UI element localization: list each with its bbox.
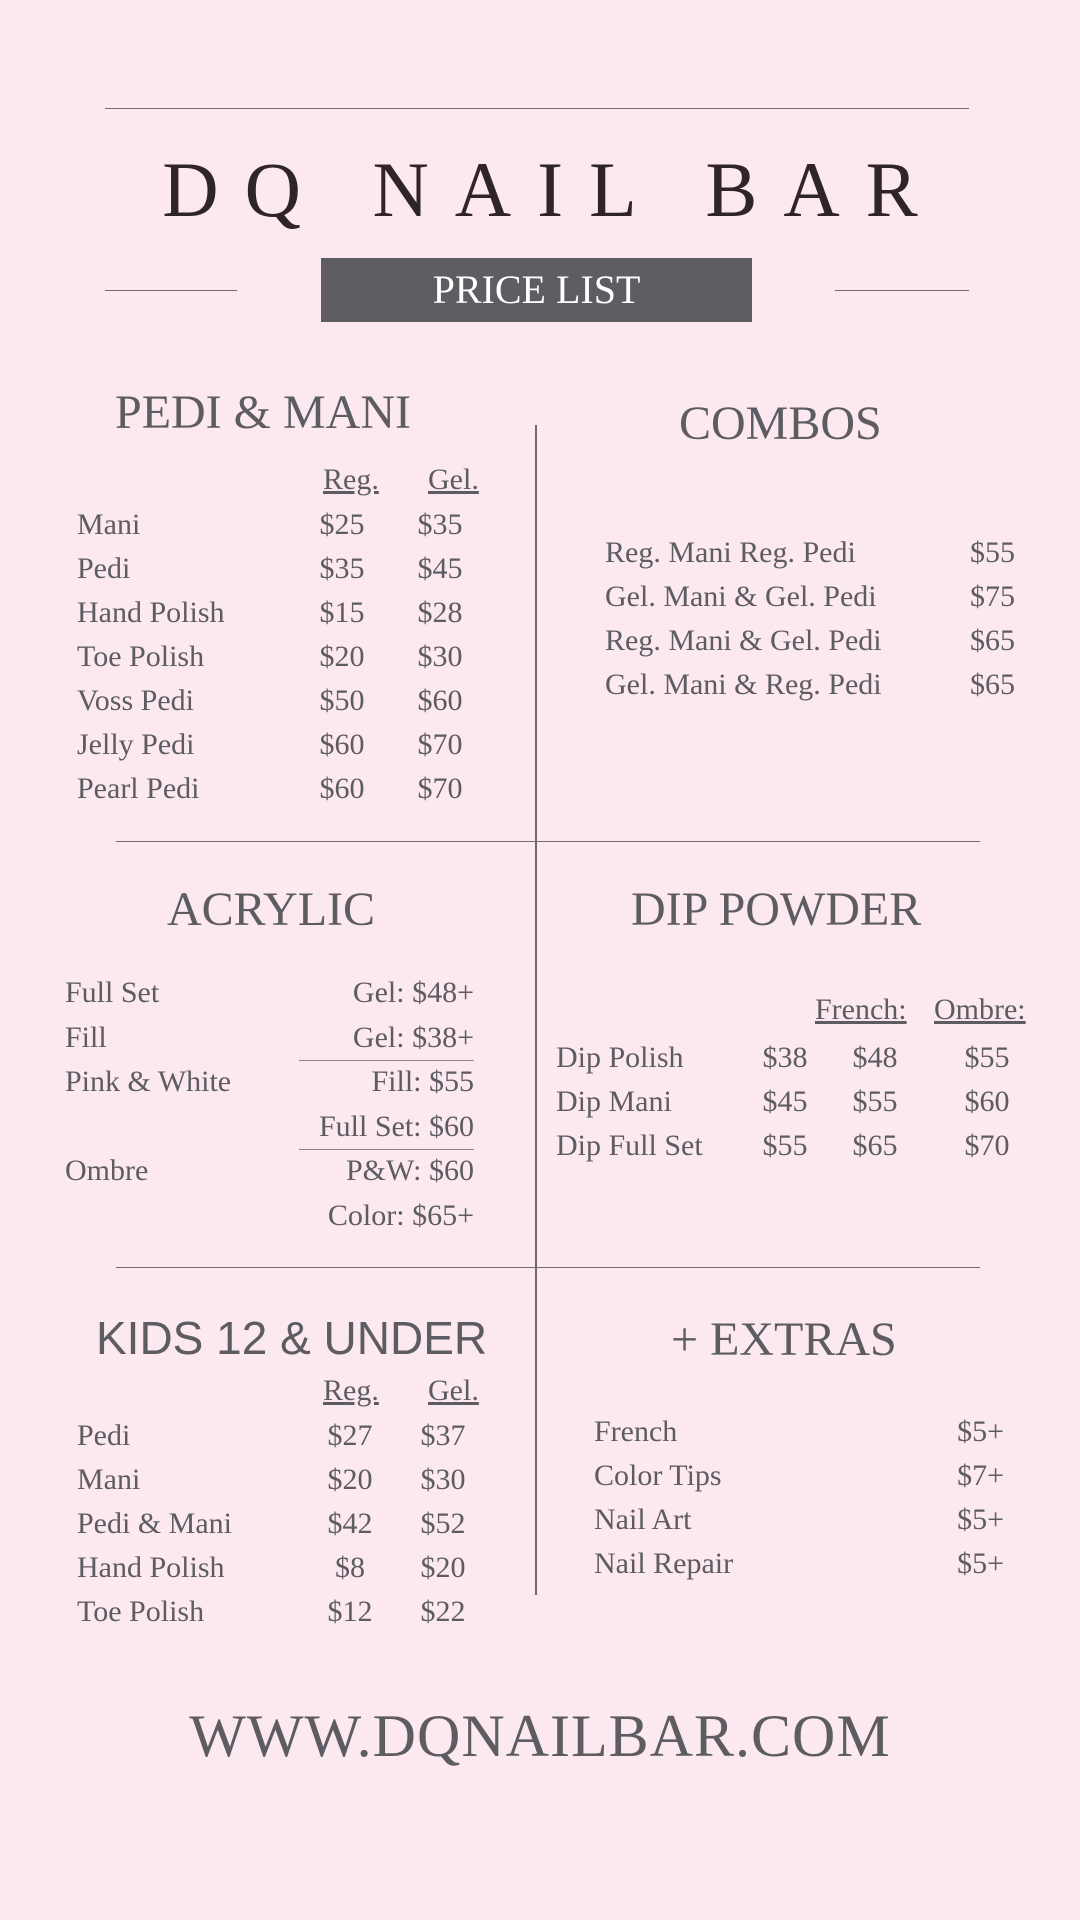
combo-row xyxy=(605,663,1015,707)
kids-reg-price: $8 xyxy=(335,1551,365,1584)
dip-row xyxy=(556,1124,1056,1168)
extra-price: $5+ xyxy=(957,1415,1004,1448)
reg-price: $60 xyxy=(319,728,365,761)
pedi-mani-row xyxy=(77,547,497,591)
dip-label: Dip Polish xyxy=(556,1041,684,1074)
kids-service-label: Pedi xyxy=(77,1419,131,1452)
kids-row xyxy=(77,1414,497,1458)
kids-row xyxy=(77,1546,497,1590)
combo-row xyxy=(605,575,1015,619)
reg-price: $25 xyxy=(319,508,365,541)
kids-row xyxy=(77,1458,497,1502)
pedi-mani-row xyxy=(77,635,497,679)
combo-label: Reg. Mani Reg. Pedi xyxy=(605,536,856,569)
acrylic-service-label: Pink & White xyxy=(65,1065,232,1098)
combo-row xyxy=(605,619,1015,663)
combo-price: $55 xyxy=(970,536,1015,569)
extra-row xyxy=(594,1498,1004,1542)
pedi-mani-row xyxy=(77,591,497,635)
dip-french-price: $48 xyxy=(852,1041,898,1074)
kids-service-label: Pedi & Mani xyxy=(77,1507,232,1540)
service-label: Pedi xyxy=(77,552,131,585)
acrylic-price: Color: $65+ xyxy=(327,1199,474,1232)
acrylic-service-label: Ombre xyxy=(65,1154,149,1187)
dip-ombre-header: Ombre: xyxy=(934,993,1026,1026)
acrylic-price: Gel: $38+ xyxy=(352,1020,474,1054)
dip-reg-price: $38 xyxy=(762,1041,808,1074)
service-label: Voss Pedi xyxy=(77,684,194,717)
extra-price: $7+ xyxy=(957,1459,1004,1492)
gel-price: $28 xyxy=(417,596,463,629)
dip-ombre-price: $60 xyxy=(964,1085,1010,1118)
combo-price: $65 xyxy=(970,668,1015,701)
kids-gel-price: $37 xyxy=(420,1419,466,1452)
gel-price: $60 xyxy=(417,684,463,717)
dip-label: Dip Full Set xyxy=(556,1129,703,1162)
center-divider xyxy=(535,425,537,1595)
extra-price: $5+ xyxy=(957,1547,1004,1580)
pedi-mani-reg-header: Reg. xyxy=(323,463,379,496)
kids-reg-price: $42 xyxy=(327,1507,373,1540)
kids-reg-price: $12 xyxy=(327,1595,373,1628)
extra-label: Nail Repair xyxy=(594,1547,734,1580)
gel-price: $70 xyxy=(417,772,463,805)
extras-title: + EXTRAS xyxy=(671,1313,897,1366)
acrylic-service-label: Fill xyxy=(65,1021,107,1054)
price-list-badge: PRICE LIST xyxy=(321,258,752,322)
combo-price: $75 xyxy=(970,580,1015,613)
kids-gel-header: Gel. xyxy=(428,1374,479,1407)
dip-label: Dip Mani xyxy=(556,1085,672,1118)
extra-label: Nail Art xyxy=(594,1503,692,1536)
acrylic-price: Fill: $55 xyxy=(371,1065,474,1099)
combo-price: $65 xyxy=(970,624,1015,657)
extra-label: French xyxy=(594,1415,678,1448)
badge-right-rule xyxy=(835,290,969,291)
pedi-mani-row xyxy=(77,767,497,811)
acrylic-service-label: Full Set xyxy=(65,976,160,1009)
reg-price: $60 xyxy=(319,772,365,805)
dip-ombre-price: $70 xyxy=(964,1129,1010,1162)
acrylic-price: Full Set: $60 xyxy=(318,1109,474,1143)
extra-row xyxy=(594,1454,1004,1498)
kids-row xyxy=(77,1590,497,1634)
gel-price: $35 xyxy=(417,508,463,541)
kids-gel-price: $30 xyxy=(420,1463,466,1496)
kids-gel-price: $52 xyxy=(420,1507,466,1540)
extra-price: $5+ xyxy=(957,1503,1004,1536)
acrylic-underline-2 xyxy=(299,1149,474,1150)
reg-price: $15 xyxy=(319,596,365,629)
pedi-mani-gel-header: Gel. xyxy=(428,463,479,496)
kids-service-label: Mani xyxy=(77,1463,141,1496)
service-label: Toe Polish xyxy=(77,640,205,673)
dip-row xyxy=(556,1080,1056,1124)
reg-price: $35 xyxy=(319,552,365,585)
row-divider-2 xyxy=(116,1267,980,1268)
kids-gel-price: $20 xyxy=(420,1551,466,1584)
acrylic-price: P&W: $60 xyxy=(345,1154,474,1188)
service-label: Hand Polish xyxy=(77,596,225,629)
kids-service-label: Toe Polish xyxy=(77,1595,205,1628)
extra-row xyxy=(594,1542,1004,1586)
acrylic-underline-1 xyxy=(299,1060,474,1061)
service-label: Jelly Pedi xyxy=(77,728,195,761)
pedi-mani-row xyxy=(77,679,497,723)
pedi-mani-row xyxy=(77,503,497,547)
kids-service-label: Hand Polish xyxy=(77,1551,225,1584)
dip-ombre-price: $55 xyxy=(964,1041,1010,1074)
combo-row xyxy=(605,531,1015,575)
pedi-mani-row xyxy=(77,723,497,767)
dip-reg-price: $45 xyxy=(762,1085,808,1118)
reg-price: $20 xyxy=(319,640,365,673)
kids-title: KIDS 12 & UNDER xyxy=(96,1312,488,1364)
top-divider xyxy=(105,108,969,109)
brand-title: DQ NAIL BAR xyxy=(162,146,944,233)
combos-title: COMBOS xyxy=(679,397,882,450)
gel-price: $70 xyxy=(417,728,463,761)
dip-french-price: $65 xyxy=(852,1129,898,1162)
kids-gel-price: $22 xyxy=(420,1595,466,1628)
dip-french-price: $55 xyxy=(852,1085,898,1118)
pedi-mani-title: PEDI & MANI xyxy=(115,386,411,439)
acrylic-price: Gel: $48+ xyxy=(352,976,474,1009)
dip-row xyxy=(556,1036,1056,1080)
kids-reg-header: Reg. xyxy=(323,1374,379,1407)
combo-label: Reg. Mani & Gel. Pedi xyxy=(605,624,882,657)
combo-label: Gel. Mani & Reg. Pedi xyxy=(605,668,882,701)
kids-reg-price: $27 xyxy=(327,1419,373,1452)
gel-price: $30 xyxy=(417,640,463,673)
extra-row xyxy=(594,1410,1004,1454)
gel-price: $45 xyxy=(417,552,463,585)
extra-label: Color Tips xyxy=(594,1459,722,1492)
service-label: Mani xyxy=(77,508,141,541)
dip-french-header: French: xyxy=(815,993,907,1026)
row-divider-1 xyxy=(116,841,980,842)
dip-powder-title: DIP POWDER xyxy=(631,883,922,936)
service-label: Pearl Pedi xyxy=(77,772,200,805)
badge-left-rule xyxy=(105,290,237,291)
reg-price: $50 xyxy=(319,684,365,717)
combo-label: Gel. Mani & Gel. Pedi xyxy=(605,580,877,613)
kids-reg-price: $20 xyxy=(327,1463,373,1496)
website-url: WWW.DQNAILBAR.COM xyxy=(189,1703,891,1769)
kids-row xyxy=(77,1502,497,1546)
acrylic-title: ACRYLIC xyxy=(167,883,376,936)
dip-reg-price: $55 xyxy=(762,1129,808,1162)
